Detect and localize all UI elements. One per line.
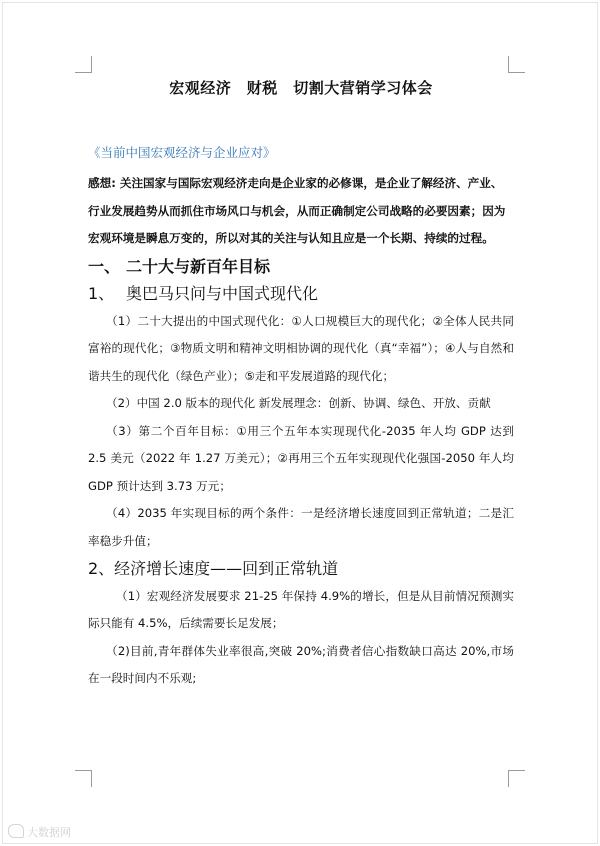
paragraph-modernization: （1）二十大提出的中国式现代化：①人口规模巨大的现代化；②全体人民共同富裕的现代化；③物质文明和精神文明相协调的现代化（真“幸福”）；④人与自然和谐共生的现代化（绿色产业）；⑤走和平发展道路的现代化； <box>88 313 514 383</box>
section-title: 二十大与新百年目标 <box>126 256 271 276</box>
paragraph-centenary-goal: （3）第二个百年目标：①用三个五年本实现现代化-2035 年人均 GDP 达到 2.5 美元（2022 年 1.27 万美元）；②再用三个五年实现现代化强国-2050 年人均 GDP 预计达到 3.73 万元； <box>88 423 514 493</box>
paragraph-development-concept: （2）中国 2.0 版本的现代化 新发展理念：创新、协调、绿色、开放、贡献 <box>106 396 491 410</box>
item-heading-growth: 2、经济增长速度——回到正常轨道 <box>88 559 339 578</box>
margin-corner-mark-bottom-left <box>75 770 92 787</box>
item-heading <box>88 280 514 308</box>
item-title: 奥巴马只问与中国式现代化 <box>126 284 319 303</box>
watermark-text: 大数据网 <box>27 826 71 839</box>
paragraph-2035-conditions: （4）2035 年实现目标的两个条件：一是经济增长速度回到正常轨道；二是汇率稳步升值； <box>88 506 514 548</box>
document-title: 宏观经济 财税 切割大营销学习体会 <box>169 79 433 97</box>
margin-corner-mark-top-right <box>508 56 525 73</box>
section-heading <box>88 253 514 281</box>
book-subtitle: 《当前中国宏观经济与企业应对》 <box>88 145 276 160</box>
paragraph-growth-forecast: （1）宏观经济发展要求 21-25 年保持 4.9%的增长，但是从目前情况预测实际只能有 4.5%，后续需要长足发展； <box>88 588 514 630</box>
margin-corner-mark-bottom-right <box>508 770 525 787</box>
section-number: 一、 <box>88 256 121 276</box>
item-number: 1、 <box>88 284 115 303</box>
paragraph-unemployment: （2)目前,青年群体失业率很高,突破 20%;消费者信心指数缺口高达 20%,市场在一段时间内不乐观; <box>88 643 514 685</box>
margin-corner-mark-top-left <box>75 56 92 73</box>
document-body <box>88 74 514 693</box>
reflection-paragraph: 感想: 关注国家与国际宏观经济走向是企业家的必修课，是企业了解经济、产业、行业发展趋势从而抓住市场风口与机会，从而正确制定公司战略的必要因素；因为宏观环境是瞬息万变的，所以对其的关注与认知且应是一个长期、持续的过程。 <box>88 176 506 245</box>
watermark <box>8 824 71 840</box>
watermark-logo-icon <box>8 824 24 838</box>
